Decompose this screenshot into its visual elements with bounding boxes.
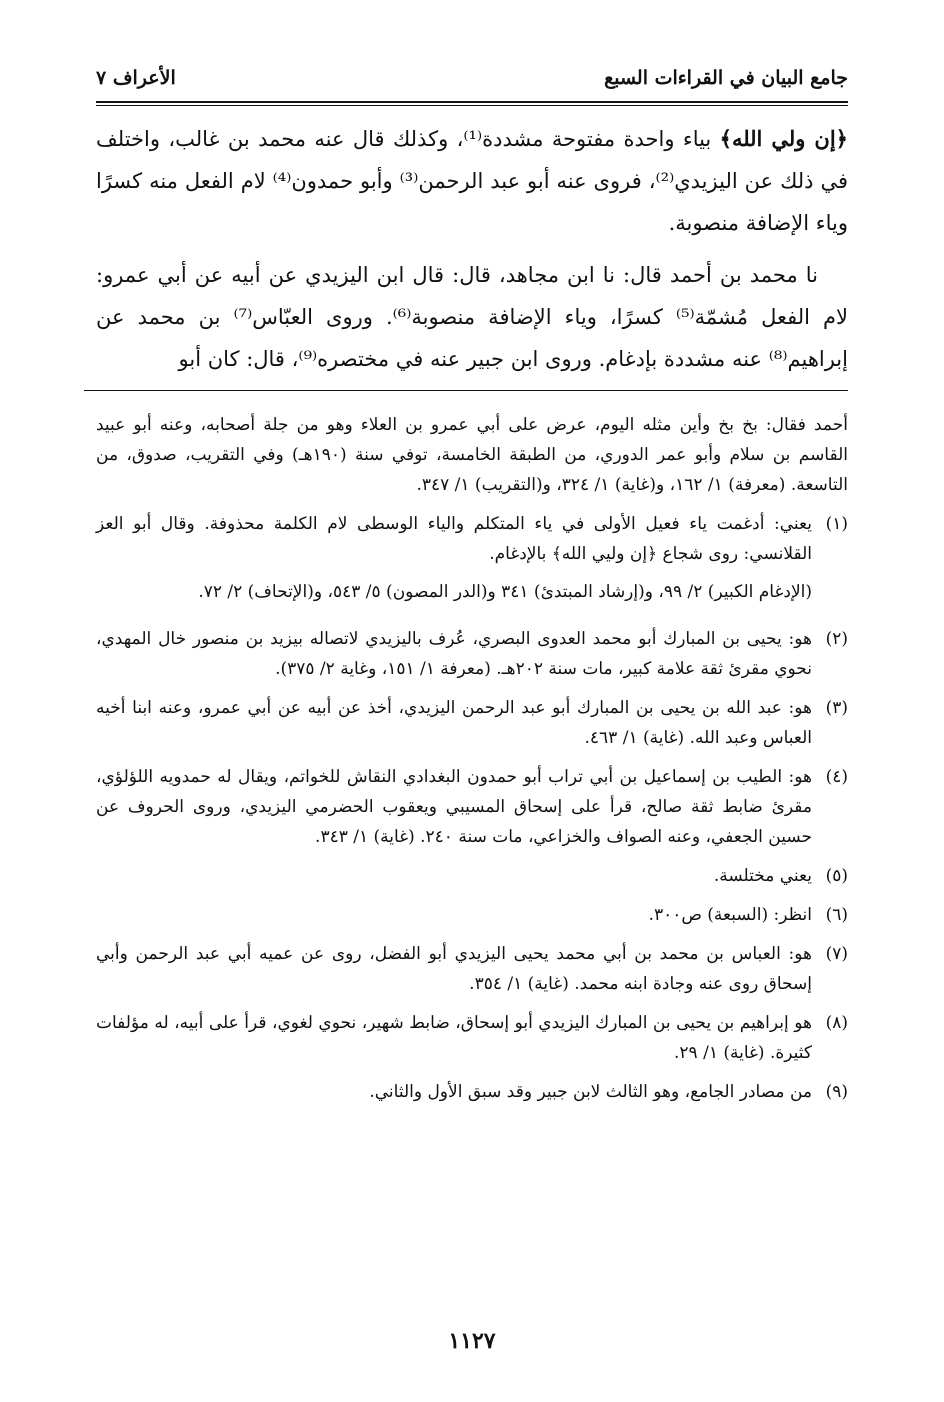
footnote-number: (٧)	[825, 944, 848, 964]
footnote-7	[96, 939, 848, 999]
footnote-text: هو إبراهيم بن يحيى بن المبارك اليزيدي أبو إسحاق، ضابط شهير، نحوي لغوي، قرأ على أبيه، له مؤلفات كثيرة. (غاية) ١/ ٢٩.	[96, 1013, 812, 1063]
footnote-number: (٣)	[825, 698, 848, 718]
footnote-text: من مصادر الجامع، وهو الثالث لابن جبير وقد سبق الأول والثاني.	[369, 1082, 812, 1102]
header-rule	[96, 101, 848, 106]
quran-verse: ﴿إن ولي الله﴾	[719, 126, 848, 151]
footnotes	[96, 410, 848, 1116]
main-text	[96, 118, 848, 380]
main-paragraph-2: نا محمد بن أحمد قال: نا ابن مجاهد، قال: قال ابن اليزيدي عن أبيه عن أبي عمرو: لام الفعل مُشمّة⁽⁵⁾ كسرًا، وياء الإضافة منصوبة⁽⁶⁾. وروى العبّاس⁽⁷⁾ بن محمد عن إبراهيم⁽⁸⁾ عنه مشددة بإدغام. وروى ابن جبير عنه في مختصره⁽⁹⁾، قال: كان أبو	[96, 263, 849, 371]
footnote-3	[96, 693, 848, 753]
page-number: ١١٢٧	[448, 1328, 496, 1354]
footnote-text: هو: عبد الله بن يحيى بن المبارك أبو عبد الرحمن اليزيدي، أخذ عن أبيه عن أبي عمرو، وعنه ابنا أخيه العباس وعبد الله. (غاية) ١/ ٤٦٣.	[96, 698, 812, 748]
book-title: جامع البيان في القراءات السبع	[604, 67, 848, 89]
footnote-9	[96, 1077, 848, 1107]
footnote-1	[96, 509, 848, 615]
footnote-number: (٨)	[825, 1013, 848, 1033]
footnote-8	[96, 1008, 848, 1068]
footnote-5	[96, 861, 848, 891]
footnote-number: (٦)	[825, 905, 848, 925]
main-paragraph-1	[96, 118, 848, 244]
footnote-text: هو: العباس بن محمد بن أبي محمد يحيى اليزيدي أبو الفضل، روى عن عميه أبي عبد الرحمن وأبي إسحاق روى عنه وجادة ابنه محمد. (غاية) ١/ ٣٥٤.	[96, 944, 812, 994]
footnote-text: (الإدغام الكبير) ٢/ ٩٩، و(إرشاد المبتدئ) ٣٤١ و(الدر المصون) ٥/ ٥٤٣، و(الإتحاف) ٢/ ٧٢.	[198, 582, 812, 602]
footnote-separator	[84, 390, 848, 391]
main-paragraph-1-text: بياء واحدة مفتوحة مشددة⁽¹⁾، وكذلك قال عنه محمد بن غالب، واختلف في ذلك عن اليزيدي⁽²⁾، فروى عنه أبو عبد الرحمن⁽³⁾ وأبو حمدون⁽⁴⁾ لام الفعل منه كسرًا وياء الإضافة منصوبة.	[96, 127, 848, 235]
footnote-continuation: أحمد فقال: بخ بخ وأين مثله اليوم، عرض على أبي عمرو بن العلاء وهو من جلة أصحابه، وعنه أبو عبيد القاسم بن سلام وأبو عمر الدوري، من الطبقة الخامسة، توفي سنة (١٩٠هـ) وفي التقريب، صدوق، من التاسعة. (معرفة) ١/ ١٦٢، و(غاية) ١/ ٣٢٤، و(التقريب) ١/ ٣٤٧.	[96, 415, 848, 495]
surah-label: الأعراف ٧	[96, 67, 176, 89]
footnote-text: يعني: أدغمت ياء فعيل الأولى في ياء المتكلم والياء الوسطى لام الكلمة محذوفة. وقال أبو العز القلانسي: روى شجاع ﴿إن وليي الله﴾ بالإدغام.	[96, 514, 812, 564]
footnote-body	[96, 509, 812, 615]
footnote-number: (١)	[825, 514, 848, 534]
footnote-4	[96, 762, 848, 852]
footnote-number: (٩)	[825, 1082, 848, 1102]
footnote-2	[96, 624, 848, 684]
footnote-number: (٤)	[825, 767, 848, 787]
footnote-6	[96, 900, 848, 930]
footnote-text: انظر: (السبعة) ص٣٠٠.	[648, 905, 812, 925]
footnote-text: هو: يحيى بن المبارك أبو محمد العدوى البصري، عُرف باليزيدي لاتصاله بيزيد بن منصور خال المهدي، نحوي مقرئ ثقة علامة كبير، مات سنة ٢٠٢هـ. (معرفة ١/ ١٥١، وغاية ٢/ ٣٧٥).	[96, 629, 812, 679]
footnote-number: (٥)	[825, 866, 848, 886]
footnote-text: هو: الطيب بن إسماعيل بن أبي تراب أبو حمدون البغدادي النقاش للخواتم، ويقال له حمدويه اللؤلؤي، مقرئ ضابط ثقة صالح، قرأ على إسحاق المسيبي ويعقوب الحضرمي اليزيدي، وروى الحروف عن حسين الجعفي، وعنه الصواف والخزاعي، مات سنة ٢٤٠. (غاية) ١/ ٣٤٣.	[96, 767, 812, 847]
footnote-number: (٢)	[825, 629, 848, 649]
footnote-text: يعني مختلسة.	[713, 866, 812, 886]
running-header	[96, 60, 848, 96]
